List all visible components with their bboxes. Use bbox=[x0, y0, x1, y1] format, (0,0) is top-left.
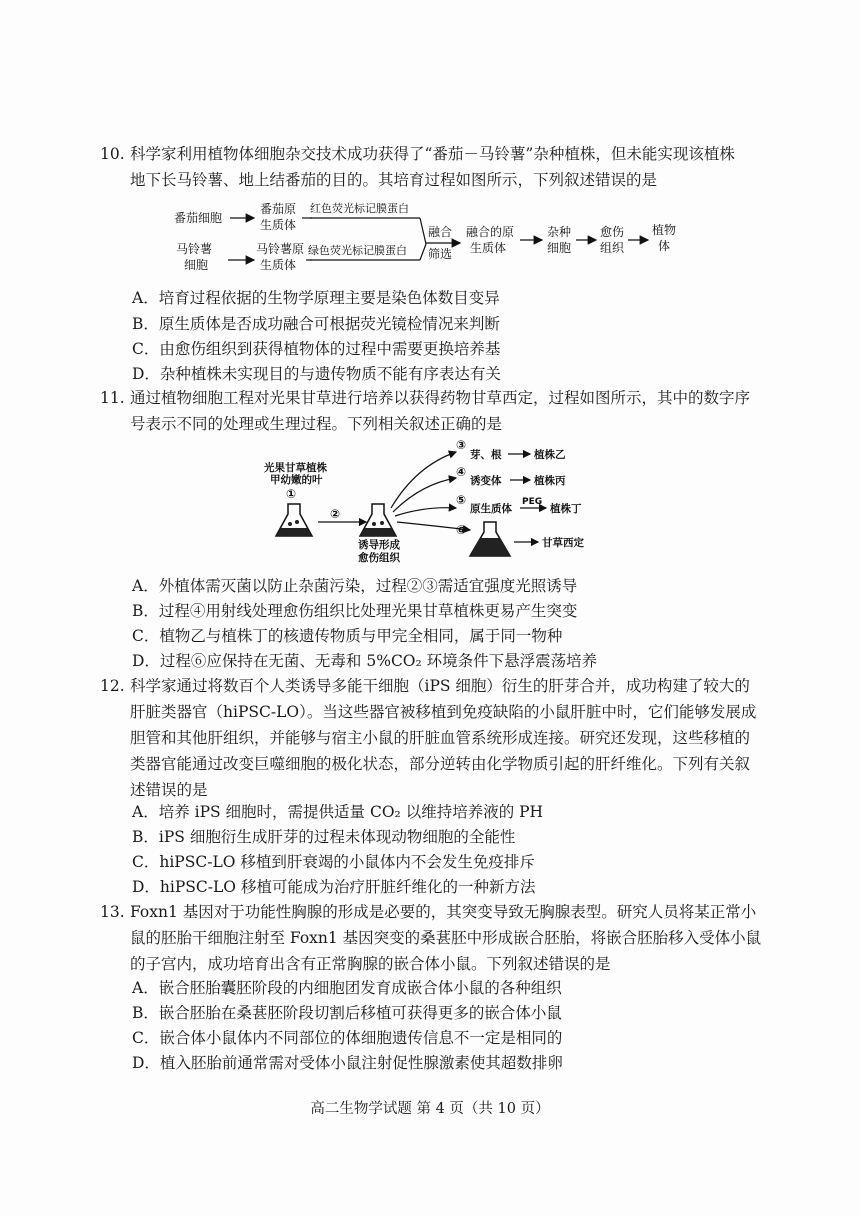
page-footer: 高二生物学试题 第 4 页（共 10 页） bbox=[310, 1101, 550, 1117]
hybrid-cell-label: 细胞 bbox=[547, 241, 572, 255]
step-1-marker: ① bbox=[286, 487, 297, 501]
q13-option-c: C．嵌合体小鼠体内不同部位的体细胞遗传信息不一定是相同的 bbox=[132, 1029, 563, 1047]
q11-option-b: B．过程④用射线处理愈伤组织比处理光果甘草植株更易产生突变 bbox=[132, 602, 578, 620]
potato-protoplast-label: 生质体 bbox=[260, 258, 297, 272]
plant-label: 体 bbox=[658, 239, 671, 253]
q13-option-a: A．嵌合胚胎囊胚阶段的内细胞团发育成嵌合体小鼠的各种组织 bbox=[132, 979, 562, 997]
q10-diagram bbox=[170, 196, 710, 286]
question-number: 13. bbox=[100, 903, 125, 921]
question-number: 12. bbox=[100, 677, 125, 695]
q11-option-c: C．植物乙与植株丁的核遗传物质与甲完全相同，属于同一物种 bbox=[132, 627, 563, 645]
protoplast-label: 原生质体 bbox=[470, 503, 512, 515]
question-13 bbox=[100, 899, 780, 977]
question-text: 科学家通过将数百个人类诱导多能干细胞（iPS 细胞）衍生的肝芽合并，成功构建了较大的 bbox=[130, 677, 750, 695]
screening-label: 筛选 bbox=[428, 247, 453, 261]
q13-option-d: D．植入胚胎前通常需对受体小鼠注射促性腺激素使其超数排卵 bbox=[132, 1054, 563, 1072]
plant-c-label: 植株丙 bbox=[534, 475, 566, 487]
tomato-protoplast-label: 生质体 bbox=[260, 218, 297, 232]
peg-label: PEG bbox=[522, 497, 543, 507]
plant-b-label: 植株乙 bbox=[534, 449, 566, 461]
q12-option-a: A．培养 iPS 细胞时，需提供适量 CO₂ 以维持培养液的 PH bbox=[132, 803, 544, 821]
question-10 bbox=[100, 141, 780, 193]
question-number: 10. bbox=[100, 145, 125, 163]
induce-callus-label: 诱导形成 bbox=[358, 539, 400, 551]
potato-cell-label: 马铃薯 bbox=[176, 242, 213, 256]
question-text: 胆管和其他肝组织，并能够与宿主小鼠的肝脏血管系统形成连接。研究还发现，这些移植的 bbox=[130, 729, 751, 747]
fused-protoplast-label: 生质体 bbox=[470, 241, 507, 255]
plant-a-label: 甲幼嫩的叶 bbox=[270, 474, 323, 486]
hybrid-cell-label: 杂种 bbox=[547, 225, 572, 239]
plant-d-label: 植株丁 bbox=[550, 503, 582, 515]
callus-label: 愈伤 bbox=[600, 225, 625, 239]
question-number: 11. bbox=[100, 389, 125, 407]
step-6-marker: ⑥ bbox=[456, 523, 467, 537]
question-text: Foxn1 基因对于功能性胸腺的形成是必要的，其突变导致无胸腺表型。研究人员将某正常小 bbox=[130, 903, 757, 921]
step-2-marker: ② bbox=[330, 507, 341, 521]
question-text: 述错误的是 bbox=[130, 781, 208, 799]
tomato-protoplast-label: 番茄原 bbox=[260, 202, 297, 216]
potato-cell-label: 细胞 bbox=[184, 258, 209, 272]
red-fluorescent-label: 红色荧光标记膜蛋白 bbox=[310, 202, 409, 215]
question-text: 号表示不同的处理或生理过程。下列相关叙述正确的是 bbox=[130, 415, 503, 433]
step-5-marker: ⑤ bbox=[456, 493, 467, 507]
q11-diagram bbox=[256, 436, 606, 572]
q10-option-b: B．原生质体是否成功融合可根据荧光镜检情况来判断 bbox=[132, 315, 500, 333]
tomato-cell-label: 番茄细胞 bbox=[174, 211, 223, 225]
q13-option-b: B．嵌合胚胎在桑葚胚阶段切割后移植可获得更多的嵌合体小鼠 bbox=[132, 1004, 562, 1022]
question-text: 鼠的胚胎干细胞注射至 Foxn1 基因突变的桑葚胚中形成嵌合胚胎，将嵌合胚胎移入受体小鼠 bbox=[130, 929, 762, 947]
question-text: 的子宫内，成功培育出含有正常胸腺的嵌合体小鼠。下列叙述错误的是 bbox=[130, 955, 611, 973]
fused-protoplast-label: 融合的原 bbox=[466, 225, 515, 239]
question-text: 地下长马铃薯、地上结番茄的目的。其培育过程如图所示，下列叙述错误的是 bbox=[130, 171, 658, 189]
induce-callus-label: 愈伤组织 bbox=[358, 552, 400, 564]
q12-option-b: B．iPS 细胞衍生成肝芽的过程未体现动物细胞的全能性 bbox=[132, 828, 516, 846]
question-12 bbox=[100, 673, 780, 803]
step-4-marker: ④ bbox=[456, 465, 467, 479]
bud-root-label: 芽、根 bbox=[470, 449, 502, 461]
question-text: 肝脏类器官（hiPSC-LO）。当这些器官被移植到免疫缺陷的小鼠肝脏中时，它们能够发展成 bbox=[130, 703, 757, 721]
mutant-label: 诱变体 bbox=[470, 475, 502, 487]
q11-option-d: D．过程⑥应保持在无菌、无毒和 5%CO₂ 环境条件下悬浮震荡培养 bbox=[132, 652, 598, 670]
q12-option-d: D．hiPSC-LO 移植可能成为治疗肝脏纤维化的一种新方法 bbox=[132, 878, 536, 896]
q10-option-d: D．杂种植株未实现目的与遗传物质不能有序表达有关 bbox=[132, 365, 501, 383]
plant-label: 植物 bbox=[652, 223, 677, 237]
plant-a-label: 光果甘草植株 bbox=[264, 462, 327, 474]
q11-option-a: A．外植体需灭菌以防止杂菌污染，过程②③需适宜强度光照诱导 bbox=[132, 577, 578, 595]
green-fluorescent-label: 绿色荧光标记膜蛋白 bbox=[308, 244, 407, 257]
question-11 bbox=[100, 385, 780, 437]
q10-option-a: A．培育过程依据的生物学原理主要是染色体数目变异 bbox=[132, 289, 500, 307]
step-3-marker: ③ bbox=[456, 438, 467, 452]
potato-protoplast-label: 马铃薯原 bbox=[256, 242, 305, 256]
question-text: 科学家利用植物体细胞杂交技术成功获得了“番茄－马铃薯”杂种植株，但未能实现该植株 bbox=[130, 145, 735, 163]
question-text: 通过植物细胞工程对光果甘草进行培养以获得药物甘草西定，过程如图所示，其中的数字序 bbox=[130, 389, 751, 407]
question-text: 类器官能通过改变巨噬细胞的极化状态，部分逆转由化学物质引起的肝纤维化。下列有关叙 bbox=[130, 755, 751, 773]
callus-label: 组织 bbox=[600, 241, 625, 255]
q10-option-c: C．由愈伤组织到获得植物体的过程中需要更换培养基 bbox=[132, 340, 501, 358]
product-label: 甘草西定 bbox=[542, 537, 584, 549]
q12-option-c: C．hiPSC-LO 移植到肝衰竭的小鼠体内不会发生免疫排斥 bbox=[132, 853, 535, 871]
fusion-label: 融合 bbox=[428, 225, 453, 239]
